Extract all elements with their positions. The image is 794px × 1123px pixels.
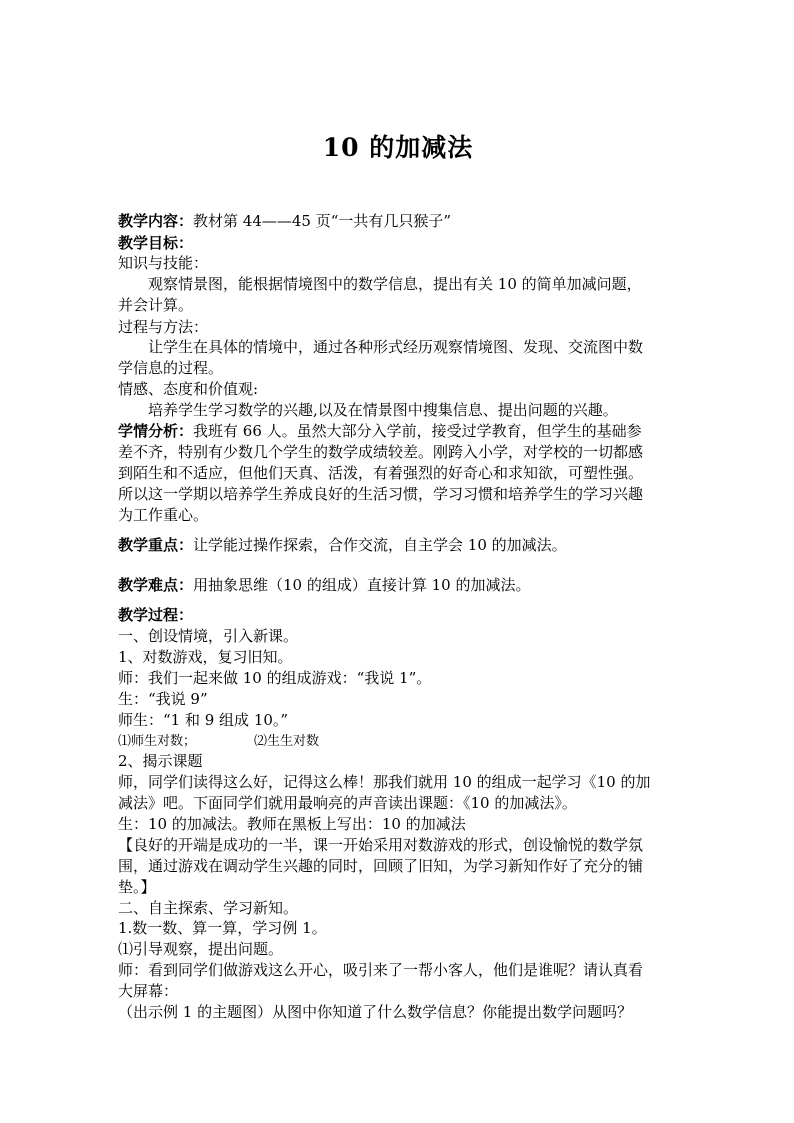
process-line: 减法》吧。下面同学们就用最响亮的声音读出课题：《10 的加减法》。	[118, 794, 577, 812]
pair-line	[118, 732, 319, 751]
emotion-text: 培养学生学习数学的兴趣,以及在情景图中搜集信息、提出问题的兴趣。	[148, 401, 618, 419]
process-line: 二、自主探索、学习新知。	[118, 899, 299, 917]
pair-item-1: ⑴师生对数；	[118, 734, 197, 749]
process-line: ⑴引导观察，提出问题。	[118, 940, 284, 958]
process-line: 师，同学们读得这么好，记得这么棒！那我们就用 10 的组成一起学习《10 的加	[118, 773, 651, 791]
process-line: 一、创设情境，引入新课。	[118, 627, 299, 645]
analysis-label: 学情分析：	[118, 422, 194, 440]
key-point-text: 让学能过操作探索，合作交流，自主学会 10 的加减法。	[193, 536, 567, 554]
process-method-text-1: 让学生在具体的情境中，通过各种形式经历观察情境图、发现、交流图中数	[148, 338, 644, 356]
analysis-line-5: 为工作重心。	[118, 506, 209, 524]
objectives-label: 教学目标：	[118, 234, 194, 252]
analysis-line-1	[118, 422, 642, 441]
emotion-label: 情感、态度和价值观:	[118, 380, 259, 398]
process-line: 大屏幕：	[118, 982, 179, 1000]
process-line: 师：我们一起来做 10 的组成游戏：“我说 1”。	[118, 669, 432, 687]
difficulty-text: 用抽象思维（10 的组成）直接计算 10 的加减法。	[193, 576, 531, 594]
difficulty-line	[118, 576, 531, 595]
content-label: 教学内容：	[118, 212, 194, 230]
key-point-label: 教学重点：	[118, 536, 194, 554]
knowledge-label: 知识与技能：	[118, 254, 209, 272]
process-line: 生：10 的加减法。教师在黑板上写出：10 的加减法	[118, 815, 466, 833]
comment-line: 【良好的开端是成功的一半，课一开始采用对数游戏的形式，创设愉悦的数学氛	[118, 836, 644, 854]
difficulty-label: 教学难点：	[118, 576, 194, 594]
knowledge-text-1: 观察情景图，能根据情境图中的数学信息，提出有关 10 的简单加减问题，	[148, 275, 642, 293]
process-line: 1.数一数、算一算，学习例 1。	[118, 919, 327, 937]
key-point-line	[118, 536, 567, 555]
knowledge-text-2: 并会计算。	[118, 296, 194, 314]
process-line: 生：“我说 9”	[118, 690, 208, 708]
pair-item-2: ⑵生生对数	[254, 734, 320, 749]
process-line: 2、揭示课题	[118, 752, 203, 770]
process-method-label: 过程与方法：	[118, 318, 209, 336]
content-text: 教材第 44——45 页“一共有几只猴子”	[193, 212, 452, 230]
analysis-line-4: 所以这一学期以培养学生养成良好的生活习惯，学习习惯和培养学生的学习兴趣	[118, 485, 644, 503]
process-line: 师：看到同学们做游戏这么开心，吸引来了一帮小客人，他们是谁呢？请认真看	[118, 961, 644, 979]
process-line: 师生：“1 和 9 组成 10。”	[118, 711, 289, 729]
process-method-text-2: 学信息的过程。	[118, 359, 224, 377]
analysis-text-1: 我班有 66 人。虽然大部分入学前，接受过学教育，但学生的基础参	[193, 422, 642, 440]
process-line: （出示例 1 的主题图）从图中你知道了什么数学信息？你能提出数学问题吗？	[118, 1003, 633, 1021]
comment-line: 围，通过游戏在调动学生兴趣的同时，回顾了旧知，为学习新知作好了充分的铺	[118, 857, 644, 875]
process-line: 1、对数游戏，复习旧知。	[118, 648, 293, 666]
analysis-line-3: 到陌生和不适应，但他们天真、活泼，有着强烈的好奇心和求知欲，可塑性强。	[118, 464, 644, 482]
page-title: 10 的加减法	[322, 133, 474, 162]
comment-line: 垫。】	[118, 878, 156, 896]
process-label: 教学过程：	[118, 606, 194, 624]
content-line	[118, 212, 451, 231]
analysis-line-2: 差不齐，特别有少数几个学生的数学成绩较差。刚跨入小学，对学校的一切都感	[118, 443, 644, 461]
